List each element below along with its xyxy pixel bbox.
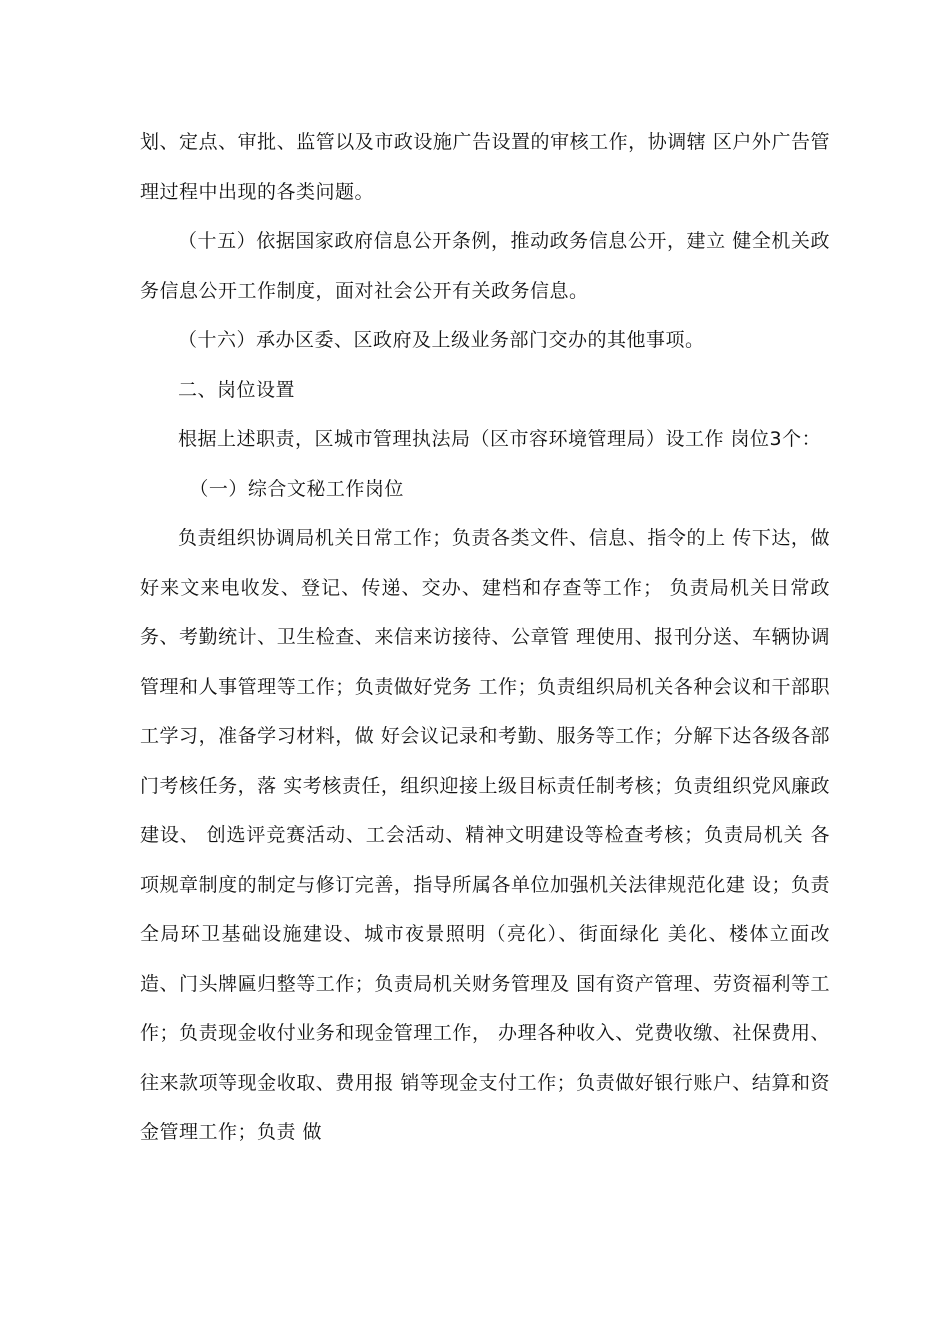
paragraph-ad-approval-continued: 划、定点、审批、监管以及市政设施广告设置的审核工作，协调辖 区户外广告管理过程中出现的各类问题。	[140, 131, 830, 203]
paragraph-item-fifteen: （十五）依据国家政府信息公开条例，推动政务信息公开，建立 健全机关政务信息公开工作制度，面对社会公开有关政务信息。	[140, 230, 830, 302]
subheading-secretary-position: （一）综合文秘工作岗位	[189, 477, 404, 500]
paragraph-secretary-duties: 负责组织协调局机关日常工作；负责各类文件、信息、指令的上 传下达，做好来文来电收发、登记、传递、交办、建档和存查等工作； 负责局机关日常政务、考勤统计、卫生检查、来信来访接待、公章管 理使用、报刊分送、车辆协调管理和人事管理等工作；负责做好党务 工作；负责组织局机关各种会议和干部职工学习，准备学习材料，做 好会议记录和考勤、服务等工作；分解下达各级各部门考核任务，落 实考核责任，组织迎接上级目标责任制考核；负责组织党风廉政建设、 创选评竞赛活动、工会活动、精神文明建设等检查考核；负责局机关 各项规章制度的制定与修订完善，指导所属各单位加强机关法律规范化建 设；负责全局环卫基础设施建设、城市夜景照明（亮化）、街面绿化 美化、楼体立面改造、门头牌匾归整等工作；负责局机关财务管理及 国有资产管理、劳资福利等工作；负责现金收付业务和现金管理工作， 办理各种收入、党费收缴、社保费用、往来款项等现金收取、费用报 销等现金支付工作；负责做好银行账户、结算和资金管理工作；负责 做	[140, 527, 830, 1143]
section-heading-position-setup: 二、岗位设置	[178, 378, 296, 401]
document-body	[140, 118, 830, 1158]
paragraph-position-intro: 根据上述职责，区城市管理执法局（区市容环境管理局）设工作 岗位3个：	[178, 428, 822, 450]
paragraph-item-sixteen: （十六）承办区委、区政府及上级业务部门交办的其他事项。	[178, 329, 705, 351]
